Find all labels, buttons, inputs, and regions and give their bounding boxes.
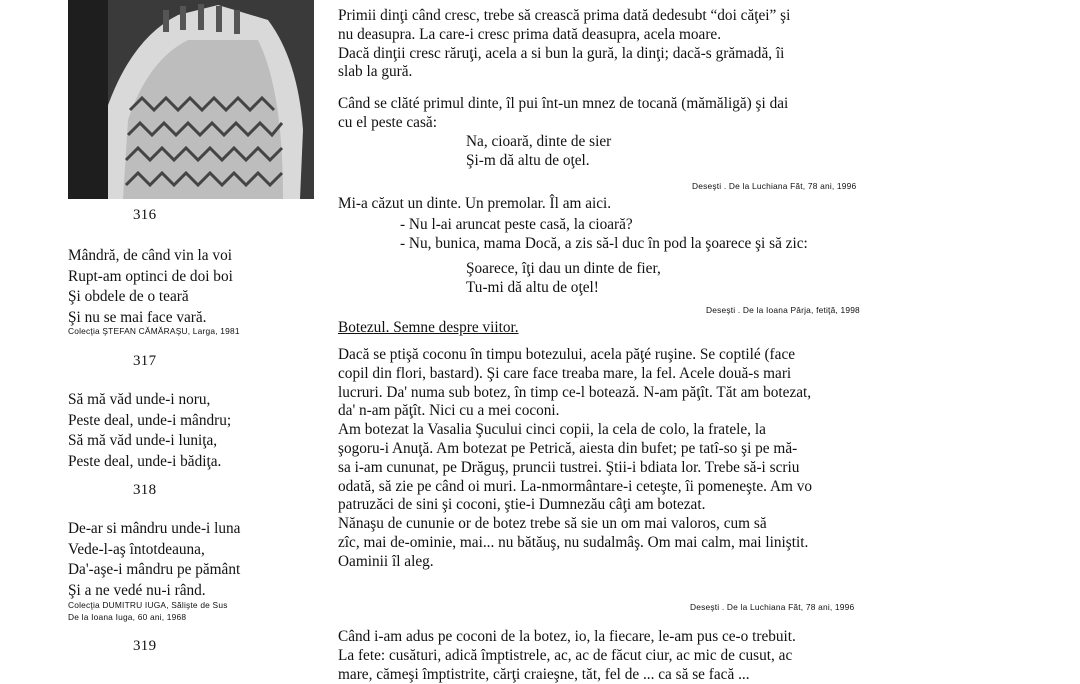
verse-line: Şi a ne vedé nu-i rând. bbox=[68, 581, 206, 599]
text-line: lucruri. Da' numa sub botez, în timp ce-l botează. N-am păţît. Tăt am botezat, bbox=[338, 383, 812, 401]
text-line: patruzăci de sini şi coconi, ştie-i Dumnezău câţi am botezat. bbox=[338, 496, 706, 514]
dialog bbox=[400, 216, 940, 254]
dialog-line: - Nu l-ai aruncat peste casă, la cioară? bbox=[400, 216, 633, 233]
text-line: Dacă dinţii cresc răruţi, acela a si bun la gură, la dinţi; dacă-s grămadă, îi bbox=[338, 44, 785, 62]
rhyme-line: Şi-m dă altu de oţel. bbox=[466, 151, 590, 169]
text-line: copil din flori, bastard). Şi care face treaba mare, la fel. Acele două-s mari bbox=[338, 364, 792, 382]
verse-line: Peste deal, unde-i mândru; bbox=[68, 411, 232, 429]
text-line: Oaminii îl aleg. bbox=[338, 552, 434, 570]
verse-line: Mândră, de când vin la voi bbox=[68, 247, 232, 264]
collection-credit: Colecţia DUMITRU IUGA, Sălişte de Sus bbox=[68, 600, 228, 610]
source-credit: Deseşti . De la Ioana Pârja, fetiţă, 1998 bbox=[706, 305, 860, 315]
rhyme-line: Tu-mi dă altu de oţel! bbox=[466, 278, 599, 296]
verse-line: Peste deal, unde-i bădiţa. bbox=[68, 452, 222, 470]
text-line: mare, cămeşi împtistrite, cărţi craieşne, tăt, fel de ... ca să se facă ... bbox=[338, 665, 750, 683]
text-line: slab la gură. bbox=[338, 63, 413, 81]
verse-number: 318 bbox=[133, 482, 157, 498]
text-line: sa i-am cununat, pe Drăguş, pruncii tustrei. Ştii-i bdiata lor. Trebe să-i scriu bbox=[338, 458, 800, 476]
rhyme bbox=[466, 260, 866, 298]
verse-318 bbox=[68, 519, 240, 601]
rhyme-line: Na, cioară, dinte de sier bbox=[466, 133, 612, 150]
verse-number: 319 bbox=[133, 638, 157, 654]
paragraph bbox=[338, 346, 934, 572]
text-line: La fete: cusături, adică împtistrele, ac, ac de făcut ciur, ac mic de cusut, ac bbox=[338, 646, 793, 664]
paragraph bbox=[338, 628, 934, 684]
text-line: nu deasupra. La care-i cresc prima dată deasupra, acela moare. bbox=[338, 25, 722, 43]
collection-credit: Colecţia ŞTEFAN CĂMĂRAŞU, Larga, 1981 bbox=[68, 326, 240, 336]
rhyme bbox=[466, 133, 866, 171]
text-line: Primii dinţi când cresc, trebe să crească prima dată dedesubt “doi căţei” şi bbox=[338, 7, 791, 24]
verse-line: Să mă văd unde-i noru, bbox=[68, 391, 211, 408]
verse-line: Şi obdele de o teară bbox=[68, 288, 189, 306]
text-line: Am botezat la Vasalia Şucului cinci copii, la cela de colo, la fratele, la bbox=[338, 421, 766, 439]
text-line: odată, să zie pe când oi muri. La-nmormântare-i ceteşte, îi pomeneşte. Am vo bbox=[338, 477, 813, 495]
section-heading: Botezul. Semne despre viitor. bbox=[338, 319, 519, 336]
text-line: Nănaşu de cununie or de botez trebe să sie un om mai valoros, cum să bbox=[338, 515, 767, 533]
verse-316 bbox=[68, 246, 233, 328]
rhyme-line: Şoarece, îţi dau un dinte de fier, bbox=[466, 260, 661, 277]
verse-number: 317 bbox=[133, 353, 157, 369]
text-line: zîc, mai de-ominie, mai... nu bătăuş, nu sudalmâş. Om mai calm, mai liniştit. bbox=[338, 533, 809, 551]
verse-line: Să mă văd unde-i luniţa, bbox=[68, 432, 218, 450]
verse-line: De-ar si mândru unde-i luna bbox=[68, 520, 241, 537]
source-credit: Deseşti . De la Luchiana Făt, 78 ani, 1996 bbox=[690, 602, 855, 612]
text-line: Când i-am adus pe coconi de la botez, io, la fiecare, le-am pus ce-o trebuit. bbox=[338, 628, 796, 645]
verse-line: Rupt-am optinci de doi boi bbox=[68, 267, 233, 285]
carved-object-photo bbox=[68, 0, 314, 199]
verse-line: Şi nu se mai face vară. bbox=[68, 308, 207, 326]
text-line: Mi-a căzut un dinte. Un premolar. Îl am aici. bbox=[338, 195, 612, 212]
source-credit: Deseşti . De la Luchiana Făt, 78 ani, 1996 bbox=[692, 181, 857, 191]
verse-line: Vede-l-aş întotdeauna, bbox=[68, 540, 205, 558]
paragraph bbox=[338, 195, 934, 214]
paragraph bbox=[338, 95, 934, 133]
verse-317 bbox=[68, 390, 231, 472]
text-line: Dacă se ptişă coconu în timpu botezului, acela păţé ruşine. Se coptilé (face bbox=[338, 346, 796, 363]
text-line: cu el peste casă: bbox=[338, 113, 437, 131]
text-line: Când se clăté primul dinte, îl pui înt-un mnez de tocană (mămăligă) şi dai bbox=[338, 95, 789, 112]
collection-credit: De la Ioana Iuga, 60 ani, 1968 bbox=[68, 612, 187, 622]
verse-line: Da'-aşe-i mândru pe pământ bbox=[68, 561, 241, 579]
verse-number: 316 bbox=[133, 207, 157, 223]
text-line: şogoru-i Anuţă. Am botezat pe Petrică, aiesta din bufet; pe tatî-so şi pe mă- bbox=[338, 439, 798, 457]
paragraph bbox=[338, 7, 934, 82]
text-line: da' n-am păţît. Nici cu a mei coconi. bbox=[338, 402, 560, 420]
dialog-line: - Nu, bunica, mama Docă, a zis să-l duc în pod la şoarece şi să zic: bbox=[400, 234, 808, 252]
